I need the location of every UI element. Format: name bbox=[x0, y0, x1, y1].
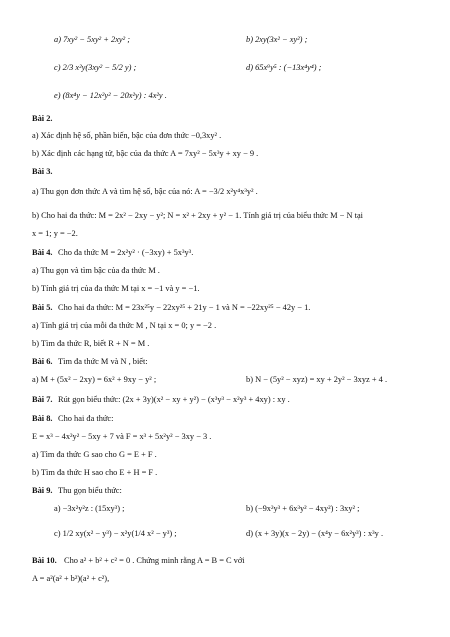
text-line-l09: Bài 3. bbox=[32, 167, 53, 176]
text-line-l18: b) Tìm đa thức R, biết R + N = M . bbox=[32, 339, 150, 348]
text-line-l02: b) 2xy(3x² − xy²) ; bbox=[246, 35, 308, 44]
text-line-l33: A = a²(a² + b²)(a² + c²), bbox=[32, 574, 110, 583]
text-line-l04: d) 65x⁹y⁵ : (−13x⁴y⁴) ; bbox=[246, 63, 322, 72]
text-line-l07: a) Xác định hệ số, phần biến, bậc của đơn thức −0,3xy² . bbox=[32, 131, 222, 140]
text-line-l16b: Cho hai đa thức: M = 23x²⁵y − 22xy²⁵ + 21y − 1 và N = −22xy²⁵ − 42y − 1. bbox=[58, 303, 311, 312]
text-line-l25: a) Tìm đa thức G sao cho G = E + F . bbox=[32, 450, 157, 459]
text-line-l23b: Cho hai đa thức: bbox=[58, 414, 114, 423]
text-line-l29: b) (−9x²y³ + 6x³y² − 4xy²) : 3xy² ; bbox=[246, 504, 360, 513]
text-line-l13b: Cho đa thức M = 2x²y² · (−3xy) + 5x³y³. bbox=[58, 248, 194, 257]
text-line-l14: a) Thu gọn và tìm bậc của đa thức M . bbox=[32, 266, 160, 275]
text-line-l20: a) M + (5x² − 2xy) = 6x² + 9xy − y² ; bbox=[32, 375, 157, 384]
text-line-l31: d) (x + 3y)(x − 2y) − (x⁴y − 6x²y³) : x³y . bbox=[246, 529, 384, 538]
text-line-l27b: Thu gọn biểu thức: bbox=[58, 486, 122, 495]
text-line-l22: Bài 7. bbox=[32, 395, 53, 404]
text-line-l15: b) Tính giá trị của đa thức M tại x = −1 và y = −1. bbox=[32, 284, 200, 293]
text-line-l19b: Tìm đa thức M và N , biết: bbox=[58, 357, 148, 366]
text-line-l17: a) Tính giá trị của mỗi đa thức M , N tại x = 0; y = −2 . bbox=[32, 321, 217, 330]
text-line-l08: b) Xác định các hạng tử, bậc của đa thức A = 7xy² − 5x³y + xy − 9 . bbox=[32, 149, 259, 158]
text-line-l22b: Rút gọn biểu thức: (2x + 3y)(x² − xy + y²) − (x³y³ − x²y³ + 4xy) : xy . bbox=[58, 395, 290, 404]
text-line-l32b: Cho a² + b² + c² = 0 . Chứng minh rằng A = B = C với bbox=[64, 556, 245, 565]
text-line-l06: Bài 2. bbox=[32, 114, 53, 123]
text-line-l32: Bài 10. bbox=[32, 556, 57, 565]
text-line-l05: e) (8x⁴y − 12x²y² − 20x²y) : 4x²y . bbox=[54, 91, 167, 100]
text-line-l23: Bài 8. bbox=[32, 414, 53, 423]
text-line-l28: a) −3x²y²z : (15xy³) ; bbox=[54, 504, 125, 513]
text-line-l13: Bài 4. bbox=[32, 248, 53, 257]
text-line-l21: b) N − (5y² − xyz) = xy + 2y² − 3xyz + 4 . bbox=[246, 375, 388, 384]
text-line-l10: a) Thu gọn đơn thức A và tìm hệ số, bậc của nó: A = −3/2 x²y⁴x³y² . bbox=[32, 187, 258, 196]
text-line-l30: c) 1/2 xy(x² − y³) − x²y(1/4 x² − y³) ; bbox=[54, 529, 177, 538]
text-line-l03: c) 2/3 x²y(3xy² − 5/2 y) ; bbox=[54, 63, 137, 72]
text-line-l19: Bài 6. bbox=[32, 357, 53, 366]
text-line-l27: Bài 9. bbox=[32, 486, 53, 495]
text-line-l26: b) Tìm đa thức H sao cho E + H = F . bbox=[32, 468, 158, 477]
text-line-l01: a) 7xy² − 5xy² + 2xy² ; bbox=[54, 35, 131, 44]
text-line-l16: Bài 5. bbox=[32, 303, 53, 312]
text-line-l12: x = 1; y = −2. bbox=[32, 229, 78, 238]
text-line-l11: b) Cho hai đa thức: M = 2x² − 2xy − y²; N = x² + 2xy + y² − 1. Tính giá trị của biểu thức M − N tại bbox=[32, 211, 363, 220]
text-line-l24: E = x³ − 4x²y² − 5xy + 7 và F = x³ + 5x²y² − 3xy − 3 . bbox=[32, 432, 212, 441]
